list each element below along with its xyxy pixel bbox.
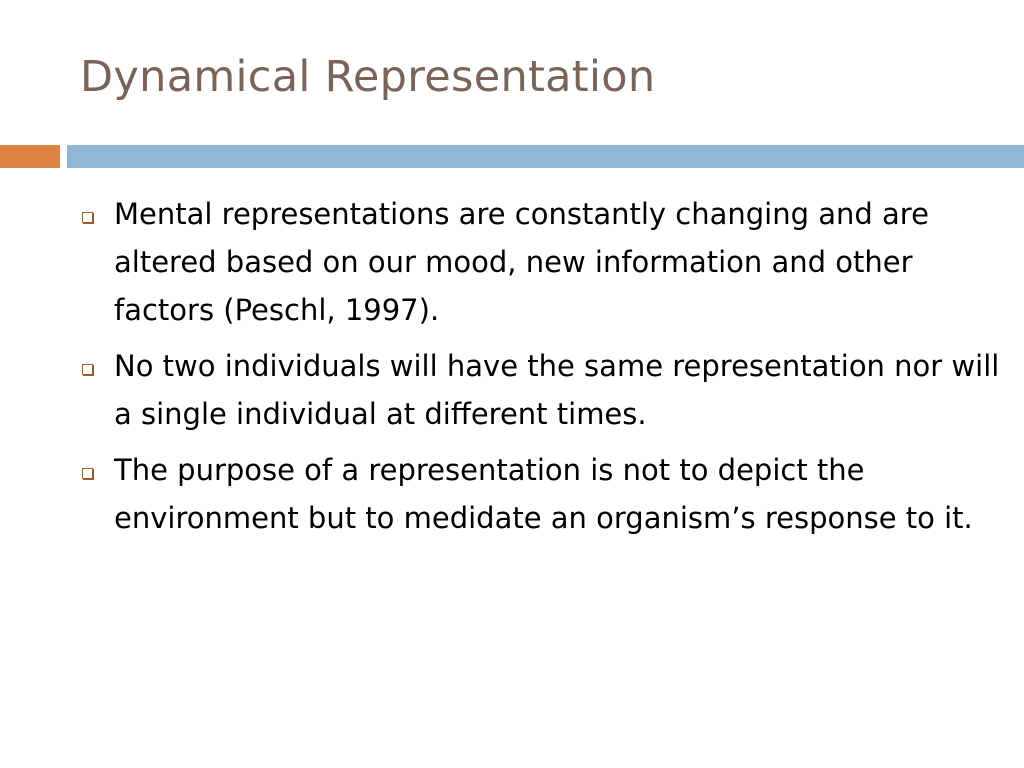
title-divider-bar [67,145,1024,168]
slide-title: Dynamical Representation [80,52,656,102]
square-bullet-icon [82,468,93,479]
bullet-text: The purpose of a representation is not to depict the environment but to medidate an organism’s response to it. [114,453,973,535]
bullet-item [80,446,1005,542]
bullet-item [80,190,1005,334]
square-bullet-icon [82,364,93,375]
bullet-text: No two individuals will have the same representation nor will a single individual at different times. [114,349,1000,431]
bullet-item [80,342,1005,438]
bullet-list [80,190,1005,550]
accent-bar [0,145,60,168]
bullet-text: Mental representations are constantly changing and are altered based on our mood, new information and other factors (Peschl, 1997). [114,197,929,327]
square-bullet-icon [82,212,93,223]
